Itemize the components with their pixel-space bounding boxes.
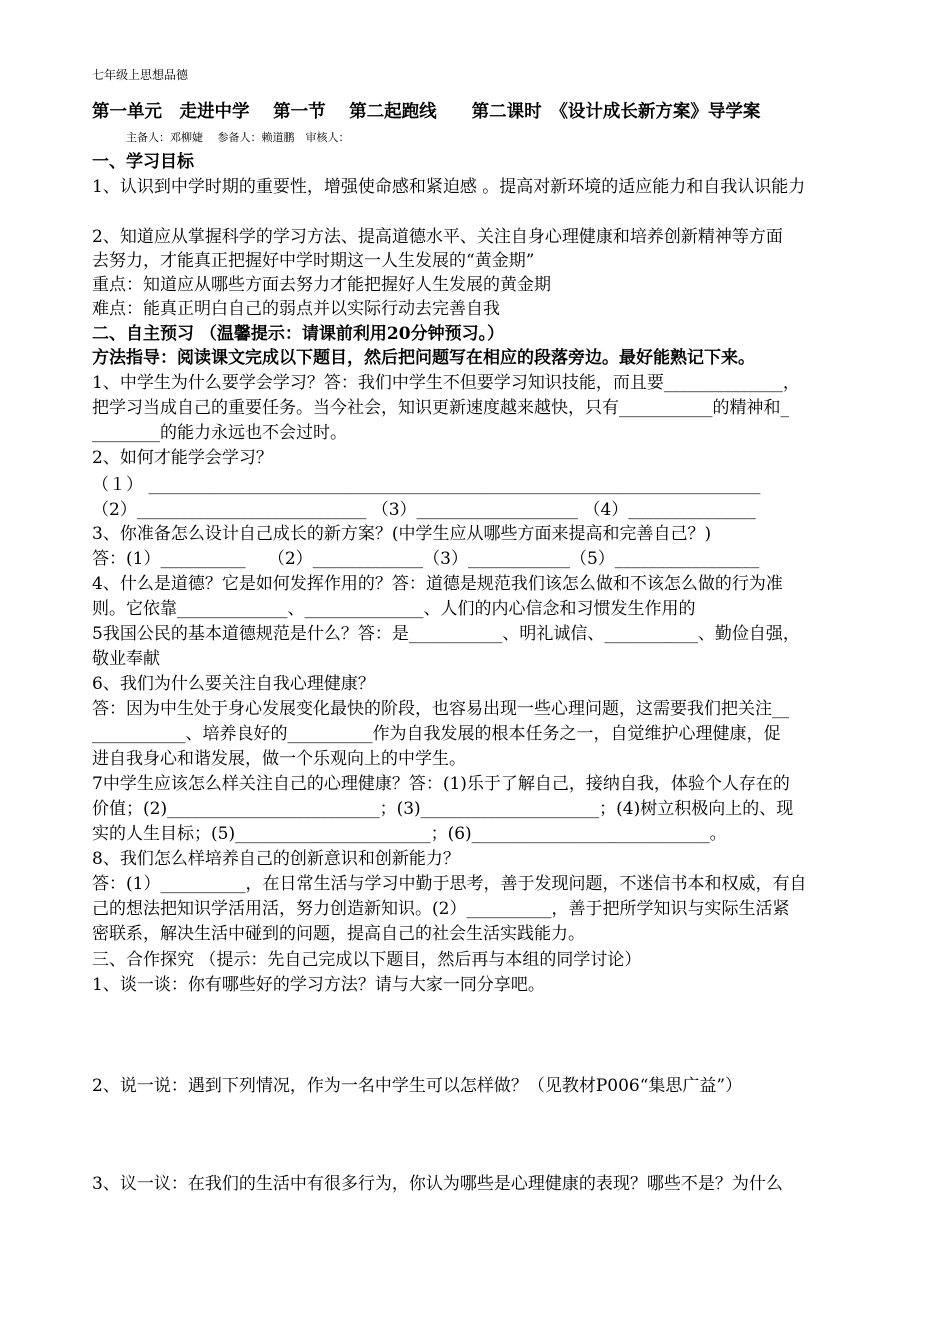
question-6: 6、我们为什么要关注自我心理健康？ <box>92 674 375 694</box>
question-2-blank-line-1: （１） ________________________________________________________________________ <box>92 475 761 495</box>
question-4-line-2: 则。它依靠_____________、______________、人们的内心信念和习惯发生作用的 <box>92 599 696 619</box>
question-3-answer: 答：(1）__________ （2）_____________（3）____________（5）_________________ <box>92 549 760 569</box>
goal-2-line-1: 2、知道应从掌握科学的学习方法、提高道德水平、关注自身心理健康和培养创新精神等方面 <box>92 227 783 247</box>
question-2: 2、如何才能学会学习？ <box>92 448 273 468</box>
question-5-line-2: 敬业奉献 <box>92 649 160 669</box>
question-1-line-1: 1、中学生为什么要学会学习？答：我们中学生不但要学习知识技能，而且要______________， <box>92 373 800 393</box>
question-2-blank-line-2: （2）___________________________ （3）___________________ （4）_______________ <box>92 500 756 520</box>
question-4-line-1: 4、什么是道德？它是如何发挥作用的？答：道德是规范我们该怎么做和不该怎么做的行为准 <box>92 574 783 594</box>
section-heading-cooperation: 三、合作探究 （提示：先自己完成以下题目，然后再与本组的同学讨论） <box>92 950 642 970</box>
difficult-point: 难点：能真正明白自己的弱点并以实际行动去完善自我 <box>92 299 500 319</box>
question-6-line-1: 答：因为中生处于身心发展变化最快的阶段，也容易出现一些心理问题，这需要我们把关注__ <box>92 699 789 719</box>
task-2: 2、说一说：遇到下列情况，作为一名中学生可以怎样做？（见教材P006“集思广益”） <box>92 1076 743 1096</box>
task-3: 3、议一议：在我们的生活中有很多行为，你认为哪些是心理健康的表现？哪些不是？为什么 <box>92 1174 783 1194</box>
page-header: 七年级上思想品德 <box>92 68 189 82</box>
section-heading-preview: 二、自主预习 （温馨提示：请课前利用20分钟预习。） <box>92 324 505 344</box>
question-8-line-2: 己的想法把知识学活用活，努力创造新知识。(2）__________，善于把所学知识与实际生活紧 <box>92 899 790 919</box>
goal-1: 1、认识到中学时期的重要性，增强使命感和紧迫感 。提高对新环境的适应能力和自我认识能力 <box>92 177 806 197</box>
key-point: 重点：知道应从哪些方面去努力才能把握好人生发展的黄金期 <box>92 275 551 295</box>
goal-2-line-2: 去努力，才能真正把握好中学时期这一人生发展的“黄金期” <box>92 251 535 271</box>
question-7-line-1: 7中学生应该怎么样关注自己的心理健康？答：(1)乐于了解自己，接纳自我，体验个人存在的 <box>92 774 790 794</box>
section-heading-goals: 一、学习目标 <box>92 152 194 172</box>
question-6-line-3: 进自我身心和谐发展，做一个乐观向上的中学生。 <box>92 749 466 769</box>
question-1-line-2: 把学习当成自己的重要任务。当今社会，知识更新速度越来越快，只有___________的精神和_ <box>92 398 789 418</box>
question-3: 3、你准备怎么设计自己成长的新方案？(中学生应从哪些方面来提高和完善自己？) <box>92 524 712 544</box>
question-8: 8、我们怎么样培养自己的创新意识和创新能力？ <box>92 849 460 869</box>
authors-line: 主备人：邓柳婕 参备人：赖道鹏 审核人： <box>126 131 350 144</box>
question-8-line-1: 答：(1）__________，在日常生活与学习中勤于思考，善于发现问题，不迷信书本和权威，有自 <box>92 874 807 894</box>
question-5-line-1: 5我国公民的基本道德规范是什么？答：是___________、明礼诚信、___________、勤俭自强， <box>92 624 800 644</box>
question-8-line-3: 密联系，解决生活中碰到的问题，提高自己的社会生活实践能力。 <box>92 924 585 944</box>
question-7-line-2: 价值；(2)_________________________；(3)_____________________；(4)树立积极向上的、现 <box>92 799 794 819</box>
question-1-line-3: ________的能力永远也不会过时。 <box>92 423 347 443</box>
question-6-line-2: ___________、培养良好的__________作为自我发展的根本任务之一，自觉维护心理健康，促 <box>92 724 781 744</box>
document-title: 第一单元 走进中学 第一节 第二起跑线 第二课时 《设计成长新方案》导学案 <box>92 102 761 122</box>
task-1: 1、谈一谈：你有哪些好的学习方法？请与大家一同分享吧。 <box>92 975 545 995</box>
question-7-line-3: 实的人生目标；(5)_______________________；(6)____________________________。 <box>92 824 727 844</box>
method-guide: 方法指导：阅读课文完成以下题目，然后把问题写在相应的段落旁边。最好能熟记下来。 <box>92 348 755 368</box>
